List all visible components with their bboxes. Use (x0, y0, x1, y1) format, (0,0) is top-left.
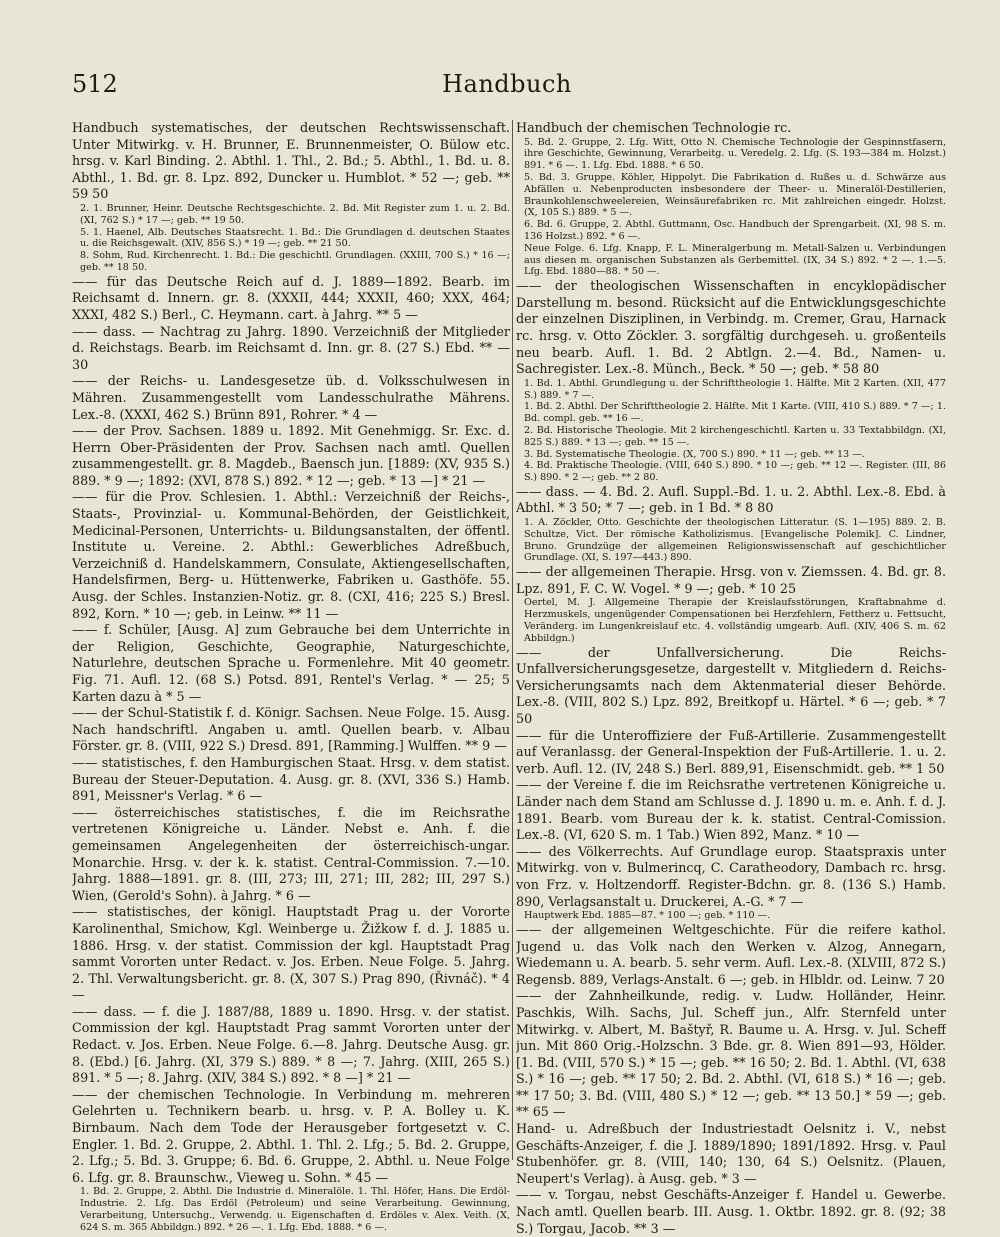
catalog-entry: —— für die Prov. Schlesien. 1. Abthl.: Verzeichniß der Reichs-, Staats-, Provinzial- u. Kommunal-Behörden, der Geistlichkeit, Medicinal-Personen, Unterrichts- u. Bildungsanstalten, der öffentl. Institute u. Vereine. 2. Abthl.: Gewerbliches Adreßbuch, Verzeichniß d. Handelskammern, Consulate, Aktiengesellschaften, Handelsfirmen, Berg- u. Hüttenwerke, Fabriken u. Gasthöfe. 55. Ausg. der Schles. Instanzien-Notiz. gr. 8. (CXI, 416; 225 S.) Bresl. 892, Korn. * 10 —; geb. in Leinw. ** 11 — (72, 489, 510, 621)
catalog-entry: —— der Schul-Statistik f. d. Königr. Sachsen. Neue Folge. 15. Ausg. Nach handschriftl. Angaben u. amtl. Quellen bearb. v. Albau Förster. gr. 8. (VIII, 922 S.) Dresd. 891, [Ramming.] Wulffen. ** 9 — (72, 705, 510, 754)
catalog-entry: —— f. Schüler, [Ausg. A] zum Gebrauche bei dem Unterrichte in der Religion, Geschichte, Geographie, Naturgeschichte, Naturlehre, deutschen Sprache u. Formenlehre. Mit 40 geometr. Fig. 71. Aufl. 12. (68 S.) Potsd. 891, Rentel's Verlag. * — 25; 5 Karten dazu à * 5 — (72, 622, 510, 704)
right-column (516, 120, 946, 1237)
catalog-subentry: 1. Bd. 2. Gruppe, 2. Abthl. Die Industrie d. Mineralöle. 1. Thl. Höfer, Hans. Die Erdöl-Industrie. 2. Lfg. Das Erdöl (Petroleum) und seine Verarbeitung. Gewinnung, Verarbeitung, Untersuchg., Verwendg. u. Eigenschaften d. Erdöles v. Alex. Veith. (X, 624 S. m. 365 Abbildgn.) 892. * 26 —. 1. Lfg. Ebd. 1888. * 6 —. (80, 1186, 510, 1233)
catalog-subentry: 5. Bd. 2. Gruppe, 2. Lfg. Witt, Otto N. Chemische Technologie der Gespinnstfasern, ihre Geschichte, Gewinnung, Verarbeitg. u. Veredelg. 2. Lfg. (S. 193—384 m. Holzst.) 891. * 6 —. 1. Lfg. Ebd. 1888. * 6 50. (524, 136, 946, 172)
catalog-subentry: 6. Bd. 6. Gruppe, 2. Abthl. Guttmann, Osc. Handbuch der Sprengarbeit. (XI, 98 S. m. 136 Holzst.) 892. * 6 —. (524, 219, 946, 242)
catalog-subentry: 1. Bd. 2. Abthl. Der Schrifttheologie 2. Hälfte. Mit 1 Karte. (VIII, 410 S.) 889. * 7 —; 1. Bd. compl. geb. ** 16 —. (524, 401, 946, 425)
catalog-subentry: 5. Bd. 3. Gruppe. Köhler, Hippolyt. Die Fabrikation d. Rußes u. d. Schwärze aus Abfällen u. Nebenproducten insbesondere der Theer- u. Mineralöl-Destillerien, Braunkohlenschweelereien, Weinsäurefabriken rc. Mit zahlreichen eingedr. Holzst. (X, 105 S.) 889. * 5 —. (524, 171, 946, 219)
page-header (72, 70, 942, 106)
column-divider (512, 120, 513, 1160)
catalog-subentry: 1. A. Zöckler, Otto. Geschichte der theologischen Litteratur. (S. 1—195) 889. 2. B. Schultze, Vict. Der römische Katholizismus. [Evangelische Polemik]. C. Lindner, Bruno. Grundzüge der allgemeinen Religionswissenschaft auf geschichtlicher Grundlage. (XI, S. 197—443.) 890. (524, 517, 946, 564)
catalog-entry: —— der allgemeinen Weltgeschichte. Für die reifere kathol. Jugend u. das Volk nach den Werken v. Alzog, Annegarn, Wiedemann u. A. bearb. 5. sehr verm. Aufl. Lex.-8. (XLVIII, 872 S.) Regensb. 889, Verlags-Anstalt. 6 —; geb. in Hlbldr. od. Leinw. 7 20 (516, 921, 946, 987)
catalog-entry: Hand- u. Adreßbuch der Industriestadt Oelsnitz i. V., nebst Geschäfts-Anzeiger, f. die J. 1889/1890; 1891/1892. Hrsg. v. Paul Stubenhöfer. gr. 8. (VIII, 140; 130, 64 S.) Oelsnitz. (Plauen, Neupert's Verlag). à Ausg. geb. * 3 — (516, 1121, 946, 1186)
catalog-entry: —— der Vereine f. die im Reichsrathe vertretenen Königreiche u. Länder nach dem Stand am Schlusse d. J. 1890 u. m. e. Anh. f. d. J. 1891. Bearb. vom Bureau der k. k. statist. Central-Comission. Lex.-8. (VI, 620 S. m. 1 Tab.) Wien 892, Manz. * 10 — (516, 777, 946, 843)
catalog-subentry: Hauptwerk Ebd. 1885—87. * 100 —; geb. * 110 —. (524, 910, 771, 922)
catalog-entry: —— für die Unteroffiziere der Fuß-Artillerie. Zusammengestellt auf Veranlassg. der General-Inspektion der Fuß-Artillerie. 1. u. 2. verb. Aufl. 12. (IV, 248 S.) Berl. 889,91, Eisenschmidt. geb. ** 1 50 (516, 727, 946, 776)
catalog-entry: —— der Reichs- u. Landesgesetze üb. d. Volksschulwesen in Mähren. Zusammengestellt vom Landesschulrathe Mährens. Lex.-8. (XXXI, 462 S.) Brünn 891, Rohrer. * 4 — (72, 373, 510, 422)
catalog-entry: —— der allgemeinen Therapie. Hrsg. von v. Ziemssen. 4. Bd. gr. 8. Lpz. 891, F. C. W. Vogel. * 9 —; geb. * 10 25 (516, 564, 946, 596)
catalog-subentry: 8. Sohm, Rud. Kirchenrecht. 1. Bd.: Die geschichtl. Grundlagen. (XXIII, 700 S.) * 16 —; geb. ** 18 50. (80, 250, 510, 273)
catalog-entry: —— der theologischen Wissenschaften in encyklopädischer Darstellung m. besond. Rücksicht auf die Entwicklungsgeschichte der einzelnen Disziplinen, in Verbindg. m. Cremer, Grau, Harnack rc. hrsg. v. Otto Zöckler. 3. sorgfältig durchgeseh. u. großenteils neu bearb. Aufl. 1. Bd. 2 Abtlgn. 2.—4. Bd., Namen- u. Sachregister. Lex.-8. Münch., Beck. * 50 —; geb. * 58 80 (516, 278, 946, 377)
catalog-entry: —— für das Deutsche Reich auf d. J. 1889—1892. Bearb. im Reichsamt d. Innern. gr. 8. (XXXII, 444; XXXII, 460; XXX, 464; XXXI, 482 S.) Berl., C. Heymann. cart. à Jahrg. ** 5 — (72, 273, 510, 322)
catalog-entry: —— der chemischen Technologie. In Verbindung m. mehreren Gelehrten u. Technikern bearb. u. hrsg. v. P. A. Bolley u. K. Birnbaum. Nach dem Tode der Herausgeber fortgesetzt v. C. Engler. 1. Bd. 2. Gruppe, 2. Abthl. 1. Thl. 2. Lfg.; 5. Bd. 2. Gruppe, 2. Lfg.; 5. Bd. 3. Gruppe; 6. Bd. 6. Gruppe, 2. Abthl. u. Neue Folge 6. Lfg. gr. 8. Braunschw., Vieweg u. Sohn. * 45 — (72, 1086, 510, 1185)
catalog-entry: —— dass. — f. die J. 1887/88, 1889 u. 1890. Hrsg. v. der statist. Commission der kgl. Hauptstadt Prag sammt Vororten unter der Redact. v. Jos. Erben. Neue Folge. 6.—8. Jahrg. Deutsche Ausg. gr. 8. (Ebd.) [6. Jahrg. (XI, 379 S.) 889. * 8 —; 7. Jahrg. (XIII, 265 S.) 891. * 5 —; 8. Jahrg. (XIV, 384 S.) 892. * 8 —] * 21 — (72, 1003, 510, 1086)
catalog-subentry: 2. Bd. Historische Theologie. Mit 2 kirchengeschichtl. Karten u. 33 Textabbildgn. (XI, 825 S.) 889. * 13 —; geb. ** 15 —. (524, 424, 946, 448)
catalog-entry: —— dass. — 4. Bd. 2. Aufl. Suppl.-Bd. 1. u. 2. Abthl. Lex.-8. Ebd. à Abthl. * 3 50; * 7 —; geb. in 1 Bd. * 8 80 (516, 483, 946, 516)
catalog-entry: —— statistisches, der königl. Hauptstadt Prag u. der Vororte Karolinenthal, Smichow, Kgl. Weinberge u. Žižkow f. d. J. 1885 u. 1886. Hrsg. v. der statist. Commission der kgl. Hauptstadt Prag sammt Vororten unter Redact. v. Jos. Erben. Neue Folge. 5. Jahrg. 2. Thl. Verwaltungsbericht. gr. 8. (X, 307 S.) Prag 890, (Řivnáč). * 4 — (72, 904, 510, 1003)
catalog-entry: —— v. Torgau, nebst Geschäfts-Anzeiger f. Handel u. Gewerbe. Nach amtl. Quellen bearb. III. Ausg. 1. Oktbr. 1892. gr. 8. (92; 38 S.) Torgau, Jacob. ** 3 — (516, 1187, 946, 1236)
catalog-entry: —— statistisches, f. den Hamburgischen Staat. Hrsg. v. dem statist. Bureau der Steuer-Deputation. 4. Ausg. gr. 8. (XVI, 336 S.) Hamb. 891, Meissner's Verlag. * 6 — (72, 754, 510, 804)
catalog-subentry: 3. Bd. Systematische Theologie. (X, 700 S.) 890. * 11 —; geb. ** 13 —. (524, 448, 865, 460)
left-column (72, 120, 510, 1234)
catalog-entry: —— der Prov. Sachsen. 1889 u. 1892. Mit Genehmigg. Sr. Exc. d. Herrn Ober-Präsidenten der Prov. Sachsen nach amtl. Quellen zusammengestellt. gr. 8. Magdeb., Baensch jun. [1889: (XV, 935 S.) 889. * 9 —; 1892: (XVI, 878 S.) 892. * 12 —; geb. * 13 —] * 21 — (72, 423, 510, 488)
catalog-subentry: Oertel, M. J. Allgemeine Therapie der Kreislaufsstörungen, Kraftabnahme d. Herzmuskels, ungenügender Compensationen bei Herzfehlern, Fettherz u. Fettsucht, Veränderg. im Lungenkreislauf etc. 4. vollständig umgearb. Aufl. (XIV, 406 S. m. 62 Abbildgn.) (524, 597, 946, 644)
catalog-entry: —— der Zahnheilkunde, redig. v. Ludw. Holländer, Heinr. Paschkis, Wilh. Sachs, Jul. Scheff jun., Alfr. Sternfeld unter Mitwirkg. v. Albert, M. Baštyř, R. Baume u. A. Hrsg. v. Jul. Scheff jun. Mit 860 Orig.-Holzschn. 3 Bde. gr. 8. Wien 891—93, Hölder. [1. Bd. (VIII, 570 S.) * 15 —; geb. ** 16 50; 2. Bd. 1. Abthl. (VI, 638 S.) * 16 —; geb. ** 17 50; 2. Bd. 2. Abthl. (VI, 618 S.) * 16 —; geb. ** 17 50; 3. Bd. (VIII, 480 S.) * 12 —; geb. ** 13 50.] * 59 —; geb. ** 65 — (516, 988, 946, 1120)
catalog-subentry: Neue Folge. 6. Lfg. Knapp, F. L. Mineralgerbung m. Metall-Salzen u. Verbindungen aus diesen m. organischen Substanzen als Gerbemittel. (IX, 34 S.) 892. * 2 —. 1.—5. Lfg. Ebd. 1880—88. * 50 —. (524, 242, 946, 278)
page-number: 512 (72, 70, 118, 98)
catalog-entry: —— der Unfallversicherung. Die Reichs-Unfallversicherungsgesetze, dargestellt v. Mitgliedern d. Reichs-Versicherungsamts nach dem Aktenmaterial dieser Behörde. Lex.-8. (VIII, 802 S.) Lpz. 892, Breitkopf u. Härtel. * 6 —; geb. * 7 50 (516, 644, 946, 727)
running-title: Handbuch (442, 70, 572, 98)
catalog-subentry: 1. Bd. 1. Abthl. Grundlegung u. der Schrifttheologie 1. Hälfte. Mit 2 Karten. (XII, 477 S.) 889. * 7 —. (524, 377, 946, 401)
catalog-entry: Handbuch der chemischen Technologie rc. (516, 120, 792, 135)
catalog-subentry: 5. 1. Haenel, Alb. Deutsches Staatsrecht. 1. Bd.: Die Grundlagen d. deutschen Staates u. die Reichsgewalt. (XIV, 856 S.) * 19 —; geb. ** 21 50. (80, 226, 510, 250)
catalog-entry: —— dass. — Nachtrag zu Jahrg. 1890. Verzeichniß der Mitglieder d. Reichstags. Bearb. im Reichsamt d. Inn. gr. 8. (27 S.) Ebd. ** — 30 (72, 323, 510, 372)
catalog-subentry: 2. 1. Brunner, Heinr. Deutsche Rechtsgeschichte. 2. Bd. Mit Register zum 1. u. 2. Bd. (XI, 762 S.) * 17 —; geb. ** 19 50. (80, 202, 510, 226)
catalog-entry: —— österreichisches statistisches, f. die im Reichsrathe vertretenen Königreiche u. Länder. Nebst e. Anh. f. die gemeinsamen Angelegenheiten der österreichisch-ungar. Monarchie. Hrsg. v. der k. k. statist. Central-Commission. 7.—10. Jahrg. 1888—1891. gr. 8. (III, 273; III, 271; III, 282; III, 297 S.) Wien, (Gerold's Sohn). à Jahrg. * 6 — (72, 804, 510, 903)
catalog-entry: —— des Völkerrechts. Auf Grundlage europ. Staatspraxis unter Mitwirkg. von v. Bulmerincq, C. Caratheodory, Dambach rc. hrsg. von Frz. v. Holtzendorff. Register-Bdchn. gr. 8. (136 S.) Hamb. 890, Verlagsanstalt u. Druckerei, A.-G. * 7 — (516, 843, 946, 909)
catalog-subentry: 4. Bd. Praktische Theologie. (VIII, 640 S.) 890. * 10 —; geb. ** 12 —. Register. (III, 86 S.) 890. * 2 —; geb. ** 2 80. (524, 460, 946, 484)
catalog-entry: Handbuch systematisches, der deutschen Rechtswissenschaft. Unter Mitwirkg. v. H. Brunner, E. Brunnenmeister, O. Bülow etc. hrsg. v. Karl Binding. 2. Abthl. 1. Thl., 2. Bd.; 5. Abthl., 1. Bd. u. 8. Abthl., 1. Bd. gr. 8. Lpz. 892, Duncker u. Humblot. * 52 —; geb. ** 59 50 (72, 120, 510, 202)
